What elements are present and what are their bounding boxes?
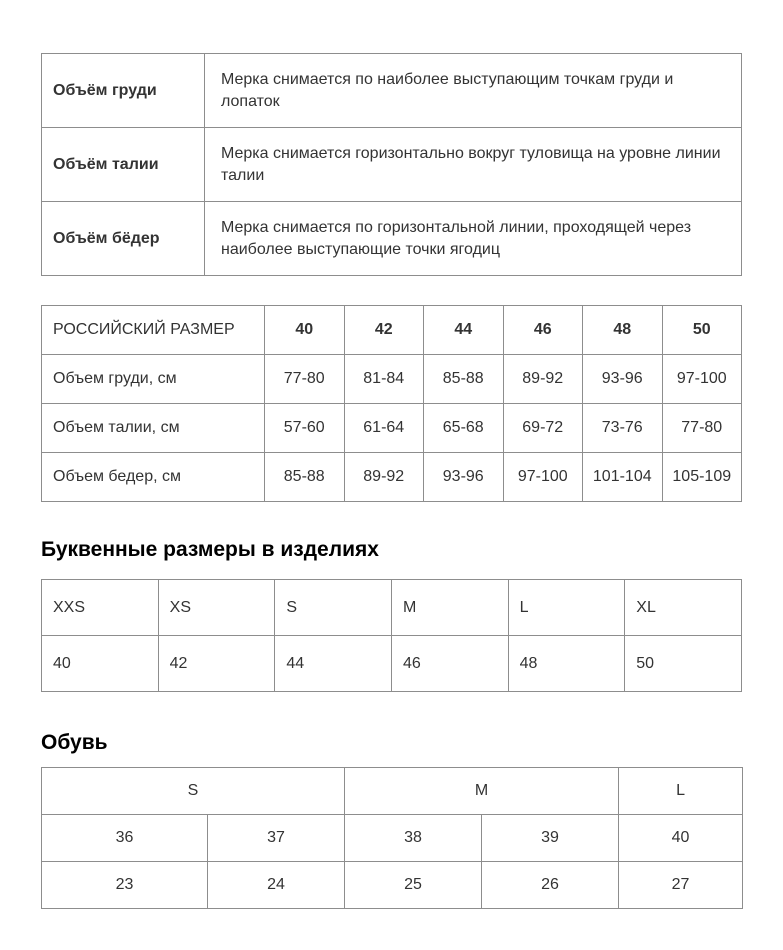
measurement-name: Объём бёдер — [42, 202, 205, 276]
shoe-cm-size: 26 — [482, 862, 619, 909]
measurement-range: 97-100 — [503, 453, 583, 502]
table-header-row — [42, 306, 742, 355]
letter-size-value: 48 — [508, 636, 625, 692]
letter-size-header: M — [391, 580, 508, 636]
table-row — [42, 815, 743, 862]
measurement-description: Мерка снимается горизонтально вокруг туловища на уровне линии талии — [205, 128, 742, 202]
measurement-range: 57-60 — [265, 404, 345, 453]
letter-size-header: XL — [625, 580, 742, 636]
row-label: Объем груди, см — [42, 355, 265, 404]
measurement-range: 89-92 — [344, 453, 424, 502]
letter-size-header: XXS — [42, 580, 159, 636]
letter-sizes-table — [41, 579, 742, 692]
table-row — [42, 54, 742, 128]
letter-size-value: 46 — [391, 636, 508, 692]
measurement-range: 101-104 — [583, 453, 663, 502]
measurements-table — [41, 53, 742, 276]
shoes-heading: Обувь — [41, 731, 108, 754]
row-label: Объем талии, см — [42, 404, 265, 453]
shoe-size-group-header: M — [345, 768, 619, 815]
shoe-size-group-header: L — [619, 768, 743, 815]
measurement-range: 65-68 — [424, 404, 504, 453]
size-column-header: 46 — [503, 306, 583, 355]
shoes-table — [41, 767, 743, 909]
letter-size-header: S — [275, 580, 392, 636]
letter-size-value: 40 — [42, 636, 159, 692]
size-column-header: 40 — [265, 306, 345, 355]
size-column-header: 42 — [344, 306, 424, 355]
table-row — [42, 453, 742, 502]
letter-size-value: 42 — [158, 636, 275, 692]
shoe-cm-size: 23 — [42, 862, 208, 909]
shoe-eu-size: 40 — [619, 815, 743, 862]
table-row — [42, 355, 742, 404]
row-label: Объем бедер, см — [42, 453, 265, 502]
letter-size-header: L — [508, 580, 625, 636]
table-header-row — [42, 768, 743, 815]
letter-sizes-heading: Буквенные размеры в изделиях — [41, 538, 379, 561]
letter-size-value: 44 — [275, 636, 392, 692]
table-row — [42, 636, 742, 692]
measurement-range: 89-92 — [503, 355, 583, 404]
size-column-header: 48 — [583, 306, 663, 355]
measurement-range: 77-80 — [265, 355, 345, 404]
measurement-range: 73-76 — [583, 404, 663, 453]
measurement-range: 105-109 — [662, 453, 742, 502]
table-row — [42, 862, 743, 909]
shoe-cm-size: 24 — [208, 862, 345, 909]
table-row — [42, 404, 742, 453]
measurement-description: Мерка снимается по горизонтальной линии, проходящей через наиболее выступающие точки ягодиц — [205, 202, 742, 276]
measurement-range: 81-84 — [344, 355, 424, 404]
measurement-name: Объём груди — [42, 54, 205, 128]
measurement-range: 97-100 — [662, 355, 742, 404]
shoe-eu-size: 39 — [482, 815, 619, 862]
letter-size-header: XS — [158, 580, 275, 636]
shoe-cm-size: 25 — [345, 862, 482, 909]
table-header-row — [42, 580, 742, 636]
size-column-header: 50 — [662, 306, 742, 355]
measurement-range: 93-96 — [424, 453, 504, 502]
measurement-range: 77-80 — [662, 404, 742, 453]
size-column-header: 44 — [424, 306, 504, 355]
measurement-range: 85-88 — [265, 453, 345, 502]
shoe-eu-size: 36 — [42, 815, 208, 862]
measurement-range: 93-96 — [583, 355, 663, 404]
table-row — [42, 202, 742, 276]
measurement-description: Мерка снимается по наиболее выступающим точкам груди и лопаток — [205, 54, 742, 128]
shoe-cm-size: 27 — [619, 862, 743, 909]
measurement-range: 85-88 — [424, 355, 504, 404]
measurement-range: 69-72 — [503, 404, 583, 453]
table-row — [42, 128, 742, 202]
russian-size-table — [41, 305, 742, 502]
shoe-eu-size: 38 — [345, 815, 482, 862]
letter-size-value: 50 — [625, 636, 742, 692]
russian-size-header-label: РОССИЙСКИЙ РАЗМЕР — [42, 306, 265, 355]
shoe-size-group-header: S — [42, 768, 345, 815]
measurement-range: 61-64 — [344, 404, 424, 453]
measurement-name: Объём талии — [42, 128, 205, 202]
shoe-eu-size: 37 — [208, 815, 345, 862]
